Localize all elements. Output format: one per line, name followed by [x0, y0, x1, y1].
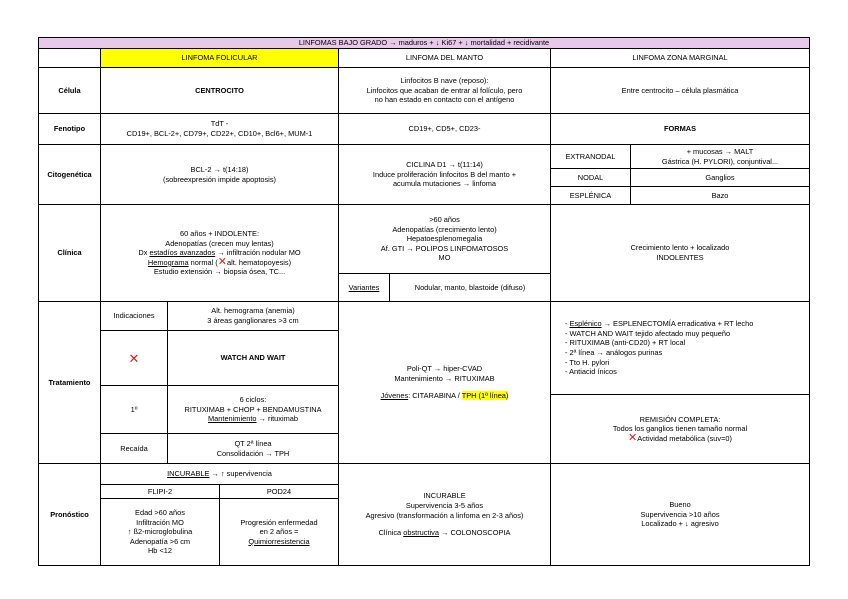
text-fragment: Esplénico: [569, 319, 602, 329]
forma-extranodal-line: + mucosas → MALT: [686, 146, 754, 156]
clinica-folicular: [100, 204, 339, 302]
text-fragment: 2ª línea → análogos purinas: [569, 348, 663, 357]
tratamiento-manto: [338, 301, 551, 464]
pod24-label-text: POD24: [266, 486, 292, 496]
tratamiento-manto-line: Poli-QT → hiper-CVAD: [406, 364, 483, 374]
text-fragment: Mantenimiento: [208, 414, 257, 424]
fenotipo-manto: [338, 113, 551, 145]
row-label-pronostico: [38, 463, 101, 566]
forma-extranodal-line: Gástrica (H. PYLORI), conjuntival...: [661, 156, 779, 166]
tratamiento-marginal-list: [550, 301, 810, 395]
pronostico-folicular-head-line: [167, 469, 272, 479]
row-label-clinica: [38, 204, 101, 302]
forma-nodal-value: [630, 168, 810, 187]
tratamiento-manto-line: [381, 391, 509, 401]
pronostico-folicular-head: [100, 463, 339, 485]
flipi-label: [100, 484, 220, 499]
variantes-value: [389, 273, 551, 302]
row-label-tratamiento: [38, 301, 101, 464]
list-item: [565, 358, 753, 368]
text-fragment: Tto H. pylori: [569, 357, 610, 367]
tratamiento-primera-label: [100, 385, 168, 434]
celula-marginal-text: Entre centrocito – célula plasmática: [621, 85, 739, 95]
row-label-citogenetica-text: Citogenética: [47, 169, 92, 179]
fenotipo-folicular-line: CD19+, BCL-2+, CD79+, CD22+, CD10+, Bcl6+, MUM-1: [126, 129, 313, 138]
clinica-folicular-line: Adenopatías (crecen muy lentas): [165, 238, 274, 248]
flipi-label-text: FLIPI-2: [147, 486, 173, 496]
list-item: [565, 329, 753, 339]
text-fragment: Hemograma: [147, 257, 189, 267]
text-fragment: Antiacid ínicos: [569, 367, 617, 377]
header-empty: [38, 48, 101, 68]
cross-mark-icon: ✕: [128, 350, 140, 366]
tratamiento-primera-value: [167, 385, 339, 434]
clinica-manto-line: Hepatoesplenomegalia: [406, 234, 483, 244]
tratamiento-indicaciones-label: [100, 301, 168, 331]
tratamiento-indicaciones-line: 3 áreas ganglionares >3 cm: [207, 316, 299, 325]
remision-line: Todos los ganglios tienen tamaño normal: [612, 424, 748, 434]
fenotipo-folicular-line: TdT -: [210, 119, 229, 129]
tratamiento-marginal-remision: [550, 394, 810, 464]
header-folicular: [100, 48, 339, 68]
pod24-line: Progresión enfermedad: [240, 517, 318, 527]
fenotipo-manto-text: CD19+, CD5+, CD23-: [408, 124, 481, 134]
tratamiento-recaida-label-text: Recaída: [120, 443, 148, 453]
clinica-folicular-line: [147, 255, 292, 268]
fenotipo-folicular: [100, 113, 339, 145]
tratamiento-cross-cell: [100, 330, 168, 386]
pronostico-marginal-line: Localizado + ↓ agresivo: [641, 519, 719, 529]
remision-line: REMISIÓN COMPLETA:: [639, 414, 721, 424]
clinica-manto-line: Adenopatías (crecimiento lento): [392, 224, 497, 234]
pronostico-manto-line: [379, 528, 511, 538]
forma-nodal-value-text: Ganglios: [705, 172, 735, 182]
cross-mark-icon: ✕: [628, 431, 638, 444]
celula-marginal: [550, 67, 810, 114]
row-label-pronostico-text: Pronóstico: [50, 509, 89, 519]
cross-mark-icon: ✕: [217, 255, 227, 268]
flipi-criterion: ↑ ß2-microglobulina: [127, 527, 193, 537]
forma-esplenica-label-text: ESPLÉNICA: [569, 190, 612, 200]
row-label-celula-text: Célula: [58, 85, 81, 95]
citogenetica-folicular-line: (sobreexpresión impide apoptosis): [163, 174, 276, 184]
pod24-value: [219, 498, 339, 566]
fenotipo-marginal: [550, 113, 810, 145]
text-fragment: Jóvenes: [380, 391, 409, 401]
tratamiento-primera-label-text: 1º: [130, 404, 138, 414]
pronostico-manto-line: INCURABLE: [423, 491, 466, 501]
row-label-tratamiento-text: Tratamiento: [48, 377, 91, 387]
pod24-label: [219, 484, 339, 499]
citogenetica-manto-line: Induce proliferación linfocitos B del manto +: [372, 169, 517, 179]
forma-nodal-label-text: NODAL: [577, 172, 604, 182]
celula-manto-line: Linfocitos que acaban de entrar al folículo, pero: [366, 85, 523, 95]
text-fragment: Actividad metabólica (suv=0): [637, 433, 732, 443]
pronostico-manto-line: Agresivo (transformación a linfoma en 2-3 años): [365, 510, 524, 520]
text-fragment: → ↑ supervivencia: [209, 469, 272, 479]
table-title-text: LINFOMAS BAJO GRADO → maduros + ↓ Ki67 + ↓ mortalidad + recidivante: [298, 38, 550, 48]
header-marginal-text: LINFOMA ZONA MARGINAL: [632, 53, 728, 63]
flipi-criterion: Adenopatía >6 cm: [129, 536, 191, 546]
text-fragment: obstructiva: [403, 528, 439, 538]
flipi-criterion: Edad >60 años: [135, 508, 185, 518]
pronostico-marginal: [550, 463, 810, 566]
header-folicular-text: LINFOMA FOLICULAR: [181, 53, 258, 63]
text-fragment: → COLONOSCOPIA: [438, 528, 511, 538]
celula-folicular: [100, 67, 339, 114]
text-fragment: → infiltración nodular MO: [215, 248, 301, 258]
clinica-marginal-line: INDOLENTES: [656, 253, 704, 262]
tratamiento-recaida-line: QT 2ª línea: [234, 438, 272, 448]
variantes-label: [338, 273, 390, 302]
citogenetica-manto-line: acumula mutaciones → linfoma: [392, 179, 497, 189]
tratamiento-primera-line: 6 ciclos:: [239, 395, 267, 405]
citogenetica-folicular: [100, 144, 339, 205]
text-fragment: Clínica: [378, 528, 404, 538]
header-manto-text: LINFOMA DEL MANTO: [405, 53, 484, 63]
tratamiento-recaida-value: [167, 433, 339, 464]
clinica-manto-line: Af. GTI → POLIPOS LINFOMATOSOS: [380, 243, 509, 253]
list-item: [565, 348, 753, 358]
pronostico-marginal-line: Bueno: [669, 500, 691, 510]
list-item: [565, 319, 753, 329]
fenotipo-marginal-text: FORMAS: [663, 124, 697, 134]
tratamiento-primera-line: [208, 414, 298, 424]
celula-folicular-text: CENTROCITO: [195, 85, 244, 95]
variantes-label-text: Variantes: [348, 282, 380, 292]
forma-esplenica-value: [630, 186, 810, 205]
forma-nodal-label: [550, 168, 631, 187]
bullet-list: [563, 319, 753, 377]
tratamiento-recaida-label: [100, 433, 168, 464]
forma-extranodal-value: [630, 144, 810, 169]
tratamiento-manto-line: Mantenimiento → RITUXIMAB: [394, 373, 495, 383]
text-fragment: estadíos avanzados: [149, 248, 216, 258]
clinica-manto-line: MO: [438, 253, 451, 263]
row-label-celula: [38, 67, 101, 114]
forma-esplenica-label: [550, 186, 631, 205]
pronostico-manto: [338, 463, 551, 566]
text-fragment: Dx: [138, 248, 150, 258]
text-fragment: WATCH AND WAIT tejido afectado muy pequeño: [569, 328, 731, 338]
text-fragment: RITUXIMAB (anti-CD20) + RT local: [569, 338, 686, 348]
text-fragment: : CITARABINA /: [408, 391, 462, 401]
celula-manto-line: no han estado en contacto con el antígeno: [374, 95, 515, 105]
text-fragment: TPH (1ª línea): [461, 391, 509, 401]
header-marginal: [550, 48, 810, 68]
row-label-citogenetica: [38, 144, 101, 205]
forma-extranodal-label: [550, 144, 631, 169]
citogenetica-folicular-line: BCL-2 → t(14:18): [190, 164, 249, 174]
row-label-fenotipo-text: Fenotipo: [53, 124, 86, 134]
citogenetica-manto: [338, 144, 551, 205]
text-fragment: INCURABLE: [167, 469, 210, 479]
row-label-fenotipo: [38, 113, 101, 145]
tratamiento-recaida-line: Consolidación → TPH: [216, 448, 290, 458]
clinica-manto-line: >60 años: [429, 215, 460, 225]
clinica-marginal-line: Crecimiento lento + localizado: [630, 243, 730, 253]
remision-line: [628, 431, 732, 444]
text-fragment: → rituximab: [256, 414, 298, 424]
pod24-line: Quimiorresistencia: [248, 536, 310, 546]
tratamiento-watch-wait-text: WATCH AND WAIT: [220, 353, 286, 363]
tratamiento-indicaciones-line: Alt. hemograma (anemia): [211, 306, 295, 316]
celula-manto-line: Linfocitos B nave (reposo):: [400, 76, 489, 86]
flipi-criterion: Infiltración MO: [136, 517, 184, 527]
pronostico-marginal-line: Supervivencia >10 años: [640, 509, 720, 519]
flipi-criteria: [100, 498, 220, 566]
citogenetica-manto-line: CICLINA D1 → t(11:14): [406, 160, 483, 170]
forma-extranodal-label-text: EXTRANODAL: [565, 151, 616, 161]
tratamiento-indicaciones-label-text: Indicaciones: [113, 311, 155, 321]
clinica-marginal: [550, 204, 810, 302]
list-item: [565, 367, 753, 377]
text-fragment: → ESPLENECTOMÍA erradicativa + RT lecho: [601, 319, 754, 329]
celula-manto: [338, 67, 551, 114]
clinica-manto: [338, 204, 551, 274]
clinica-folicular-line: Estudio extensión → biopsia ósea, TC...: [153, 267, 286, 277]
variantes-value-text: Nodular, manto, blastoide (difuso): [414, 282, 526, 292]
pod24-line: en 2 años =: [259, 527, 299, 537]
tratamiento-watch-wait: [167, 330, 339, 386]
list-item: [565, 338, 753, 348]
clinica-folicular-line: 60 años + INDOLENTE:: [179, 229, 260, 239]
pronostico-manto-line: Supervivencia 3-5 años: [405, 500, 484, 510]
text-fragment: alt. hematopoyesis): [226, 257, 292, 267]
forma-esplenica-value-text: Bazo: [711, 190, 729, 200]
tratamiento-indicaciones-value: [167, 301, 339, 331]
row-label-clinica-text: Clínica: [57, 248, 82, 258]
flipi-criterion: Hb <12: [147, 546, 173, 556]
tratamiento-primera-line: RITUXIMAB + CHOP + BENDAMUSTINA: [184, 404, 322, 414]
text-fragment: normal (: [188, 257, 218, 267]
header-manto: [338, 48, 551, 68]
